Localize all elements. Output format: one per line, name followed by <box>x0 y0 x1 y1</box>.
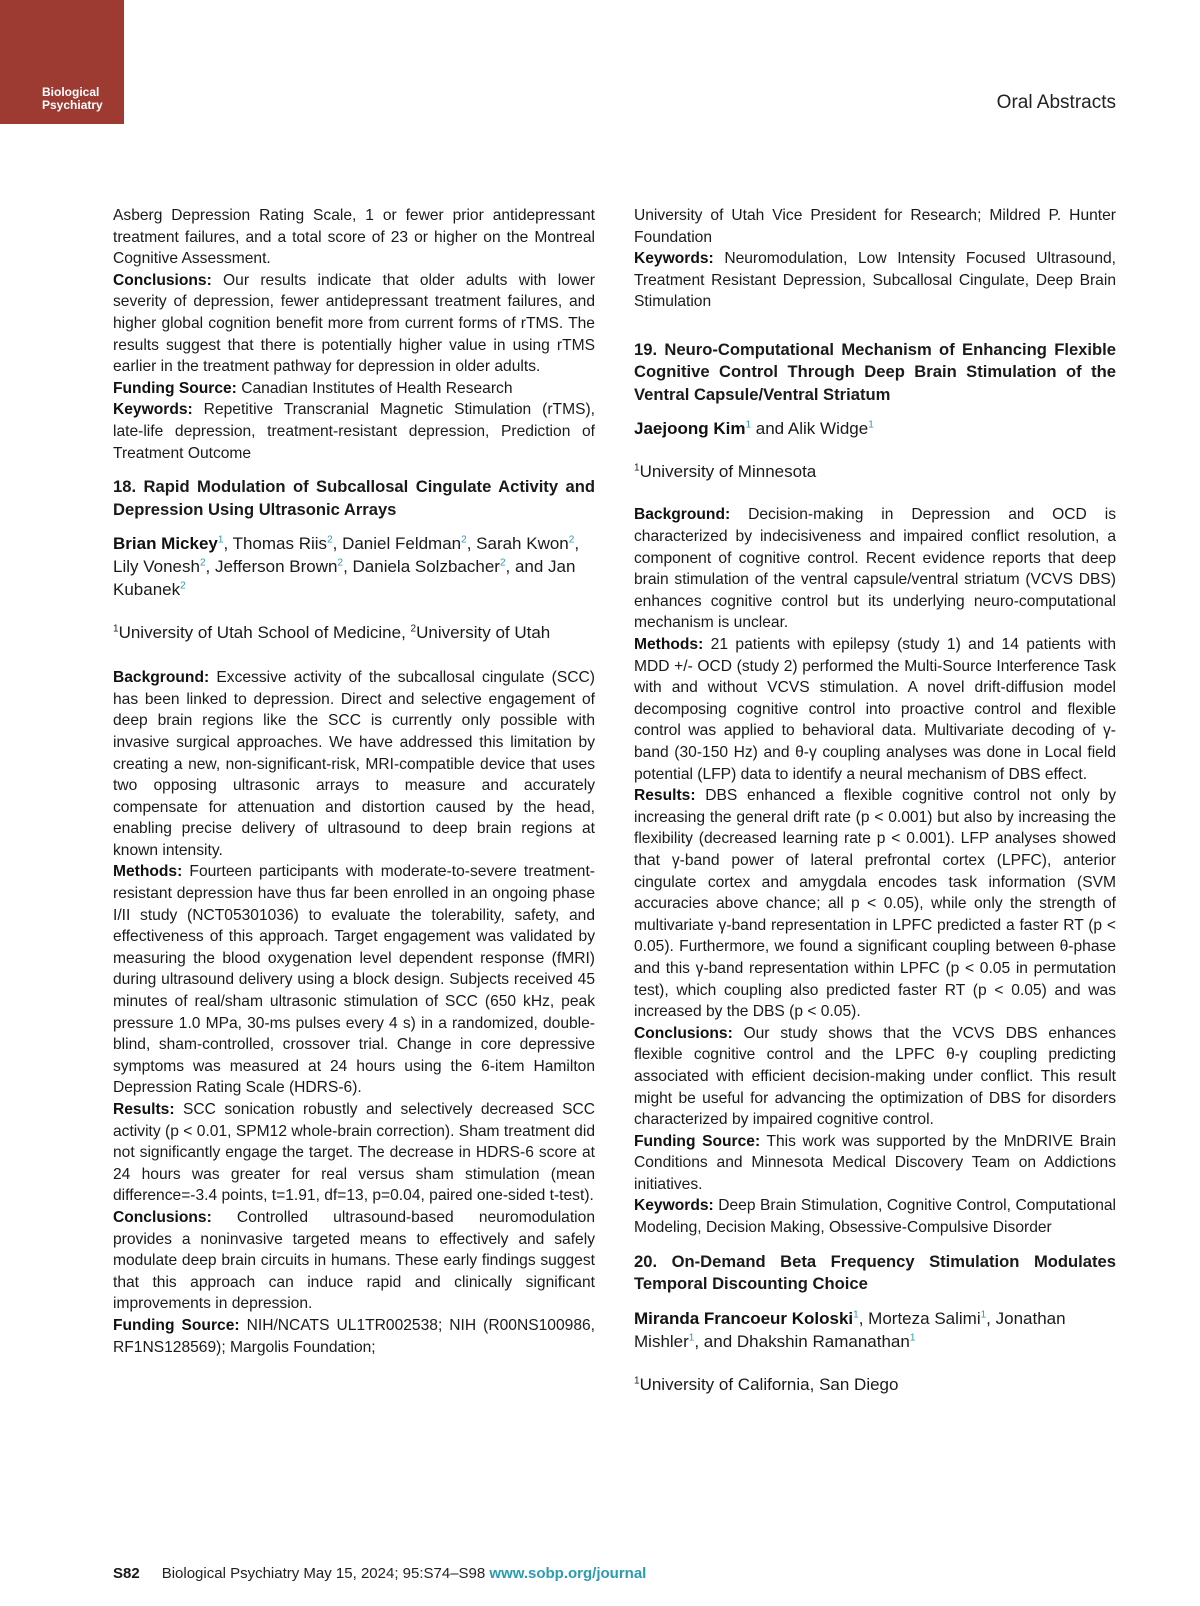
abstract19-background: Background: Decision-making in Depression and OCD is characterized by indecisiveness and impaired conflict resolution, a component of cognitive control. Recent evidence reports that deep brain stimulation of the ventral capsule/ventral striatum (VCVS DBS) enhances cognitive control but its underlying neuro-computational mechanism is unclear. <box>634 506 1116 632</box>
abstract17-keywords: Keywords: Repetitive Transcranial Magnetic Stimulation (rTMS), late-life depression, treatment-resistant depression, Prediction of Treatment Outcome <box>113 401 595 462</box>
page-number: S82 <box>113 1565 140 1582</box>
abstract20-title: 20. On-Demand Beta Frequency Stimulation Modulates Temporal Discounting Choice <box>634 1251 1116 1294</box>
journal-logo-line1: Biological <box>42 85 100 99</box>
abstract18-affiliations: $^1$University of Utah School of Medicine, $^2$University of Utah <box>113 623 551 643</box>
abstract19-keywords: Keywords: Deep Brain Stimulation, Cognitive Control, Computational Modeling, Decision Making, Obsessive-Compulsive Disorder <box>634 1197 1116 1237</box>
abstract17-tail: Asberg Depression Rating Scale, 1 or fewer prior antidepressant treatment failures, and a total score of 23 or higher on the Montreal Cognitive Assessment. <box>113 207 595 268</box>
abstract19-title: 19. Neuro-Computational Mechanism of Enhancing Flexible Cognitive Control Through Deep Brain Stimulation of the Ventral Capsule/Ventral Striatum <box>634 339 1116 404</box>
abstract19-results: Results: DBS enhanced a flexible cognitive control not only by increasing the general drift rate (p < 0.001) but also by increasing the flexibility (decreased learning rate p < 0.001). LFP analyses showed that γ-band power of lateral prefrontal cortex (LPFC), anterior cingulate cortex and amygdala encodes task information (SVM accuracies above chance; all p < 0.05), while only the strength of multivariate γ-band representation in LPFC predicted a faster RT (p < 0.05). Furthermore, we found a significant coupling between θ-phase and this γ-band representation within LPFC (p < 0.05 in permutation test), which coupling also predicted faster RT (p < 0.05) and was increased by the DBS (p < 0.05). <box>634 787 1116 1021</box>
abstract18-title: 18. Rapid Modulation of Subcallosal Cingulate Activity and Depression Using Ultrasonic Arrays <box>113 477 595 519</box>
abstract18-results: Results: SCC sonication robustly and selectively decreased SCC activity (p < 0.01, SPM12 whole-brain correction). Sham treatment did not significantly engage the target. The decrease in HDRS-6 score at 24 hours was greater for real versus sham stimulation (mean difference=-3.4 points, t=1.91, df=13, p=0.04, paired one-sided t-test). <box>113 1101 595 1205</box>
page-footer <box>113 1565 646 1582</box>
abstract19-methods: Methods: 21 patients with epilepsy (study 1) and 14 patients with MDD +/- OCD (study 2) performed the Multi-Source Interference Task with and without VCVS stimulation. A novel drift-diffusion model decomposing cognitive control into proactive control and flexible control was applied to behavioral data. Multivariate decoding of γ-band (30-150 Hz) and θ-γ coupling analyses was done in Local field potential (LFP) data to identify a neural mechanism of DBS effect. <box>634 636 1116 783</box>
abstract19-conclusions: Conclusions: Our study shows that the VCVS DBS enhances flexible cognitive control and the LPFC θ-γ coupling predicting associated with efficient decision-making under conflict. This result might be useful for advancing the optimization of DBS for disorders characterized by impaired cognitive control. <box>634 1024 1116 1129</box>
citation: Biological Psychiatry May 15, 2024; 95:S74–S98 <box>161 1565 490 1582</box>
abstract19-affiliations: $^1$University of Minnesota <box>634 462 817 482</box>
abstract18-background: Background: Excessive activity of the subcallosal cingulate (SCC) has been linked to depression. Direct and selective engagement of deep brain regions like the SCC is currently only possible with invasive surgical approaches. We have addressed this limitation by creating a new, non-significant-risk, MRI-compatible device that uses two opposing ultrasonic arrays to measure and accurately compensate for attenuation and distortion caused by the head, enabling precise delivery of ultrasound to deep brain regions at known intensity. <box>113 669 595 859</box>
abstract20-authors: Miranda Francoeur Koloski$^1$, Morteza Salimi$^1$, Jonathan Mishler$^1$, and Dhakshin Ramanathan$^1$ <box>634 1308 1066 1351</box>
abstract18-funding-cont: University of Utah Vice President for Research; Mildred P. Hunter Foundation <box>634 207 1116 246</box>
journal-link[interactable]: www.sobp.org/journal <box>489 1565 647 1582</box>
journal-logo-block <box>0 0 124 124</box>
right-column <box>634 205 1116 1396</box>
abstract18-methods: Methods: Fourteen participants with moderate-to-severe treatment-resistant depression have thus far been enrolled in an ongoing phase I/II study (NCT05301036) to evaluate the tolerability, safety, and effectiveness of this approach. Target engagement was validated by measuring the blood oxygenation level dependent response (fMRI) during ultrasound delivery using a block design. Subjects received 45 minutes of real/sham ultrasonic stimulation of SCC (650 kHz, peak pressure 1.0 MPa, 30-ms pulses every 4 s) in a randomized, double-blind, sham-controlled, crossover trial. Change in core depressive symptoms was measured at 24 hours using the 6-item Hamilton Depression Rating Scale (HDRS-6). <box>113 863 595 1097</box>
abstract18-keywords: Keywords: Neuromodulation, Low Intensity Focused Ultrasound, Treatment Resistant Depression, Subcallosal Cingulate, Deep Brain Stimulation <box>634 250 1116 311</box>
section-title: Oral Abstracts <box>996 92 1116 113</box>
abstract18-conclusions: Conclusions: Controlled ultrasound-based neuromodulation provides a noninvasive targeted means to effectively and safely modulate deep brain circuits in humans. These early findings suggest that this approach can induce rapid and clinically significant improvements in depression. <box>113 1208 595 1313</box>
left-column <box>113 205 595 1358</box>
abstract20-affiliations: $^1$University of California, San Diego <box>634 1374 899 1394</box>
abstract19-authors: Jaejoong Kim$^1$ and Alik Widge$^1$ <box>634 419 874 439</box>
abstract19-funding: Funding Source: This work was supported by the MnDRIVE Brain Conditions and Minnesota Medical Discovery Team on Addictions initiatives. <box>634 1132 1117 1193</box>
journal-logo-line2: Psychiatry <box>42 98 103 112</box>
abstract18-authors: Brian Mickey$^1$, Thomas Riis$^2$, Daniel Feldman$^2$, Sarah Kwon$^2$, Lily Vonesh$^2$, Jefferson Brown$^2$, Daniela Solzbacher$^2$, and Jan Kubanek$^2$ <box>113 534 580 600</box>
abstract17-funding: Funding Source: Canadian Institutes of Health Research <box>113 379 513 397</box>
abstract18-funding: Funding Source: NIH/NCATS UL1TR002538; NIH (R00NS100986, RF1NS128569); Margolis Foundation; <box>113 1316 596 1356</box>
abstract17-conclusions: Conclusions: Our results indicate that older adults with lower severity of depression, fewer antidepressant treatment failures, and higher global cognition benefit more from current forms of rTMS. The results suggest that there is potentially higher value in using rTMS earlier in the treatment pathway for depression in older adults. <box>113 271 595 376</box>
